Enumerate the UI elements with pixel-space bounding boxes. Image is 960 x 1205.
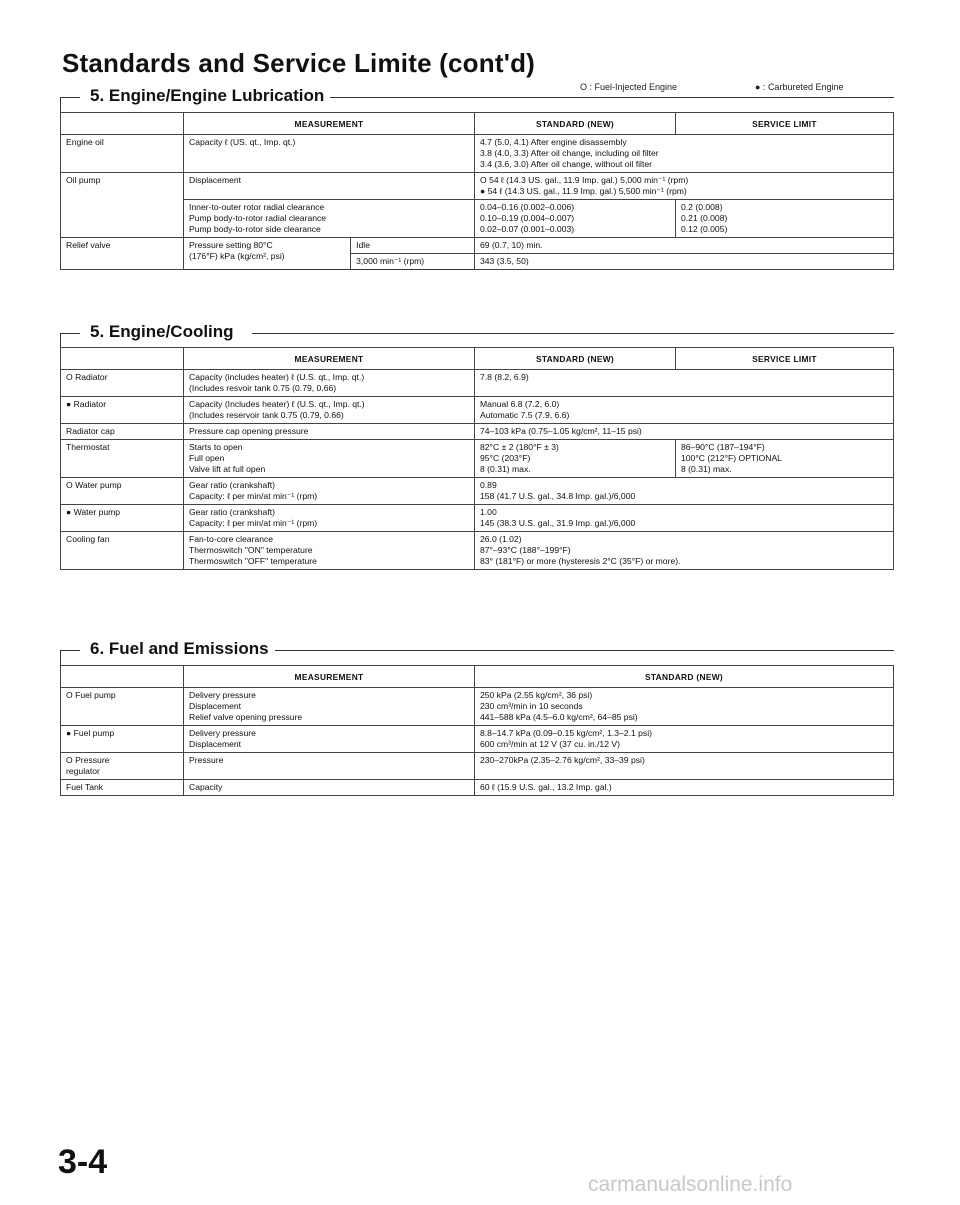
item-cell: Fuel Tank	[61, 780, 184, 796]
item-cell: O Water pump	[61, 478, 184, 505]
standard-cell: 26.0 (1.02) 87°–93°C (188°–199°F) 83° (181°F) or more (hysteresis 2°C (35°F) or more).	[475, 532, 894, 570]
section-rule	[326, 97, 894, 98]
measurement-cell: Capacity ℓ (US. qt., Imp. qt.)	[184, 135, 475, 173]
service-limit-cell: 86–90°C (187–194°F) 100°C (212°F) OPTIONAL 8 (0.31) max.	[676, 440, 894, 478]
measurement-cell: Inner-to-outer rotor radial clearance Pump body-to-rotor radial clearance Pump body-to-rotor side clearance	[184, 200, 475, 238]
measurement-cell: Capacity	[184, 780, 475, 796]
header-service-limit: SERVICE LIMIT	[676, 348, 894, 370]
idle-label: Idle	[351, 238, 474, 254]
section-rule	[60, 97, 61, 112]
table-row	[61, 238, 894, 254]
header-standard: STANDARD (NEW)	[475, 348, 676, 370]
item-cell: ● Radiator	[61, 397, 184, 424]
measurement-cell: Displacement	[184, 173, 475, 200]
table-row	[61, 173, 894, 200]
item-oil-pump: Oil pump	[61, 173, 184, 238]
table-header-row	[61, 666, 894, 688]
table-header-row	[61, 348, 894, 370]
item-relief-valve: Relief valve	[61, 238, 184, 270]
header-service-limit: SERVICE LIMIT	[676, 113, 894, 135]
section-heading-lubrication: 5. Engine/Engine Lubrication	[86, 86, 330, 106]
item-cell: ● Water pump	[61, 505, 184, 532]
table-row	[61, 753, 894, 780]
header-standard: STANDARD (NEW)	[475, 666, 894, 688]
rpm-label: 3,000 min⁻¹ (rpm)	[351, 254, 474, 270]
table-header-row	[61, 113, 894, 135]
table-row	[61, 688, 894, 726]
section-rule	[60, 97, 80, 98]
measurement-cell: Capacity (Includes heater) ℓ (U.S. qt., Imp. qt.) (Includes reservoir tank 0.75 (0.79, 0.66)	[184, 397, 475, 424]
table-row	[61, 397, 894, 424]
relief-valve-split	[184, 238, 474, 269]
standard-cell: 60 ℓ (15.9 U.S. gal., 13.2 Imp. gal.)	[475, 780, 894, 796]
section-rule	[270, 650, 894, 651]
measurement-cell: Fan-to-core clearance Thermoswitch "ON" temperature Thermoswitch "OFF" temperature	[184, 532, 475, 570]
section-rule	[252, 333, 894, 334]
item-cell: O Radiator	[61, 370, 184, 397]
table-row	[61, 780, 894, 796]
pressure-setting-label: Pressure setting 80°C (176°F) kPa (kg/cm², psi)	[184, 238, 351, 269]
measurement-cell: Capacity (includes heater) ℓ (U.S. qt., Imp. qt.) (Includes resvoir tank 0.75 (0.79, 0.66)	[184, 370, 475, 397]
section-rule	[60, 650, 80, 651]
section-heading-cooling: 5. Engine/Cooling	[86, 322, 240, 342]
section-rule	[60, 333, 61, 347]
standard-cell: 1.00 145 (38.3 U.S. gal., 31.9 Imp. gal.)/6,000	[475, 505, 894, 532]
table-row	[61, 726, 894, 753]
header-item	[61, 348, 184, 370]
header-item	[61, 113, 184, 135]
standard-cell: 250 kPa (2.55 kg/cm², 36 psi) 230 cm³/min in 10 seconds 441–588 kPa (4.5–6.0 kg/cm², 64–85 psi)	[475, 688, 894, 726]
standard-cell: 69 (0.7, 10) min.	[475, 238, 894, 254]
measurement-cell: Pressure cap opening pressure	[184, 424, 475, 440]
header-measurement: MEASUREMENT	[184, 666, 475, 688]
item-cell: O Pressure regulator	[61, 753, 184, 780]
watermark: carmanualsonline.info	[588, 1173, 793, 1196]
table-row	[61, 532, 894, 570]
standard-cell: O 54 ℓ (14.3 US. gal., 11.9 Imp. gal.) 5,000 min⁻¹ (rpm) ● 54 ℓ (14.3 US. gal., 11.9 Imp. gal.) 5,500 min⁻¹ (rpm)	[475, 173, 894, 200]
header-item	[61, 666, 184, 688]
item-cell: O Fuel pump	[61, 688, 184, 726]
measurement-cell: Gear ratio (crankshaft) Capacity: ℓ per min/at min⁻¹ (rpm)	[184, 505, 475, 532]
header-standard: STANDARD (NEW)	[475, 113, 676, 135]
header-measurement: MEASUREMENT	[184, 113, 475, 135]
section-heading-fuel: 6. Fuel and Emissions	[86, 639, 275, 659]
standard-cell: 230–270kPa (2.35–2.76 kg/cm², 33–39 psi)	[475, 753, 894, 780]
item-cell: Thermostat	[61, 440, 184, 478]
item-cell: ● Fuel pump	[61, 726, 184, 753]
measurement-cell: Gear ratio (crankshaft) Capacity: ℓ per min/at min⁻¹ (rpm)	[184, 478, 475, 505]
legend-fuel-injected: O : Fuel-Injected Engine	[580, 82, 678, 92]
standard-cell: 74–103 kPa (0.75–1.05 kg/cm², 11–15 psi)	[475, 424, 894, 440]
lubrication-table	[60, 112, 894, 270]
measurement-cell: Starts to open Full open Valve lift at full open	[184, 440, 475, 478]
table-row	[61, 505, 894, 532]
service-limit-cell: 0.2 (0.008) 0.21 (0.008) 0.12 (0.005)	[676, 200, 894, 238]
table-row	[61, 135, 894, 173]
standard-cell: Manual 6.8 (7.2, 6.0) Automatic 7.5 (7.9, 6.6)	[475, 397, 894, 424]
standard-cell: 0.04–0.16 (0.002–0.006) 0.10–0.19 (0.004–0.007) 0.02–0.07 (0.001–0.003)	[475, 200, 676, 238]
cooling-table	[60, 347, 894, 570]
item-cell: Radiator cap	[61, 424, 184, 440]
table-row	[61, 200, 894, 238]
section-rule	[60, 333, 80, 334]
fuel-table	[60, 665, 894, 796]
table-row	[61, 424, 894, 440]
measurement-cell	[184, 238, 475, 270]
standard-cell: 8.8–14.7 kPa (0.09–0.15 kg/cm², 1.3–2.1 psi) 600 cm³/min at 12 V (37 cu. in./12 V)	[475, 726, 894, 753]
standard-cell: 82°C ± 2 (180°F ± 3) 95°C (203°F) 8 (0.31) max.	[475, 440, 676, 478]
measurement-cell: Pressure	[184, 753, 475, 780]
standard-cell: 343 (3.5, 50)	[475, 254, 894, 270]
legend-carbureted: ● : Carbureted Engine	[755, 82, 844, 92]
measurement-cell: Delivery pressure Displacement Relief valve opening pressure	[184, 688, 475, 726]
standard-cell: 7.8 (8.2, 6.9)	[475, 370, 894, 397]
item-cell: Cooling fan	[61, 532, 184, 570]
measurement-cell: Delivery pressure Displacement	[184, 726, 475, 753]
header-measurement: MEASUREMENT	[184, 348, 475, 370]
page-number: 3-4	[58, 1143, 108, 1181]
section-rule	[60, 650, 61, 665]
standard-cell: 0.89 158 (41.7 U.S. gal., 34.8 Imp. gal.)/6,000	[475, 478, 894, 505]
table-row	[61, 370, 894, 397]
page-title: Standards and Service Limite (cont'd)	[62, 48, 536, 78]
standard-cell: 4.7 (5.0, 4.1) After engine disassembly 3.8 (4.0, 3.3) After oil change, including oil filter 3.4 (3.6, 3.0) After oil change, without oil filter	[475, 135, 894, 173]
table-row	[61, 440, 894, 478]
item-engine-oil: Engine oil	[61, 135, 184, 173]
table-row	[61, 478, 894, 505]
